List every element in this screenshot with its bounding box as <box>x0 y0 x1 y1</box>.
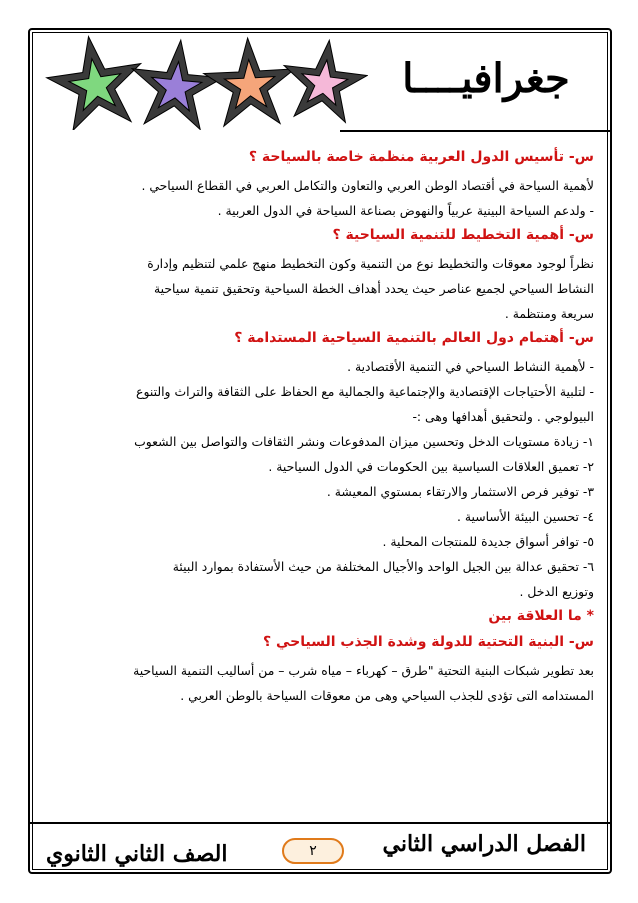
text-line: ٢- تعميق العلاقات السياسية بين الحكومات في الدول السياحية . <box>268 459 594 474</box>
stars-decoration <box>38 30 368 130</box>
page-number-badge: ٢ <box>282 838 344 864</box>
text-line: ١- زيادة مستويات الدخل وتحسين ميزان المدفوعات ونشر الثقافات والتواصل بين الشعوب <box>134 434 594 449</box>
grade-label: الصف الثاني الثانوي <box>46 841 228 867</box>
text-line: لأهمية السياحة في أقتصاد الوطن العربي والتعاون والتكامل العربي في القطاع السياحي . <box>141 178 594 193</box>
text-line: ٦- تحقيق عدالة بين الجيل الواحد والأجيال المختلفة من حيث الأستفادة بموارد البيئة <box>172 559 594 574</box>
semester-label: الفصل الدراسي الثاني <box>382 831 586 857</box>
text-line: - لأهمية النشاط السياحي في التنمية الأقتصادية . <box>347 359 594 374</box>
text-line: ٤- تحسين البيئة الأساسية . <box>457 509 594 524</box>
text-line: - لتلبية الأحتياجات الإقتصادية والإجتماعية والجمالية مع الحفاظ على الثقافة والتراث والتنوع <box>136 384 594 399</box>
text-line: وتوزيع الدخل . <box>519 584 594 599</box>
text-line: ٥- توافر أسواق جديدة للمنتجات المحلية . <box>382 534 594 549</box>
content-body <box>44 140 594 703</box>
title-underline <box>340 130 612 132</box>
question-heading: * ما العلاقة بين <box>488 608 594 624</box>
text-line: البيولوجي . ولتحقيق أهدافها وهى :- <box>412 409 594 424</box>
question-heading: س- أهتمام دول العالم بالتنمية السياحية المستدامة ؟ <box>234 330 594 346</box>
footer-divider <box>28 822 612 824</box>
text-line: ٣- توفير فرص الاستثمار والارتقاء بمستوي المعيشة . <box>326 484 594 499</box>
text-line: نظراً لوجود معوقات والتخطيط نوع من التنمية وكون التخطيط منهج علمي لتنظيم وإدارة <box>147 256 594 271</box>
question-heading: س- أهمية التخطيط للتنمية السياحية ؟ <box>332 227 594 243</box>
text-line: المستدامه التى تؤدى للجذب السياحي وهى من معوقات السياحة بالوطن العربي . <box>180 688 594 703</box>
question-heading: س- تأسيس الدول العربية منظمة خاصة بالسياحة ؟ <box>248 149 594 165</box>
text-line: بعد تطوير شبكات البنية التحتية "طرق – كهرباء – مياه شرب – من أساليب التنمية السياحية <box>133 663 594 678</box>
subject-title: جغرافيــــا <box>402 55 570 102</box>
question-heading: س- البنية التحتية للدولة وشدة الجذب السياحي ؟ <box>263 634 594 650</box>
text-line: - ولدعم السياحة البينية عربياً والنهوض بصناعة السياحة في الدول العربية . <box>217 203 594 218</box>
text-line: سريعة ومنتظمة . <box>504 306 594 321</box>
text-line: النشاط السياحي لجميع عناصر حيث يحدد أهداف الخطة السياحية وتحقيق تنمية سياحية <box>154 281 594 296</box>
